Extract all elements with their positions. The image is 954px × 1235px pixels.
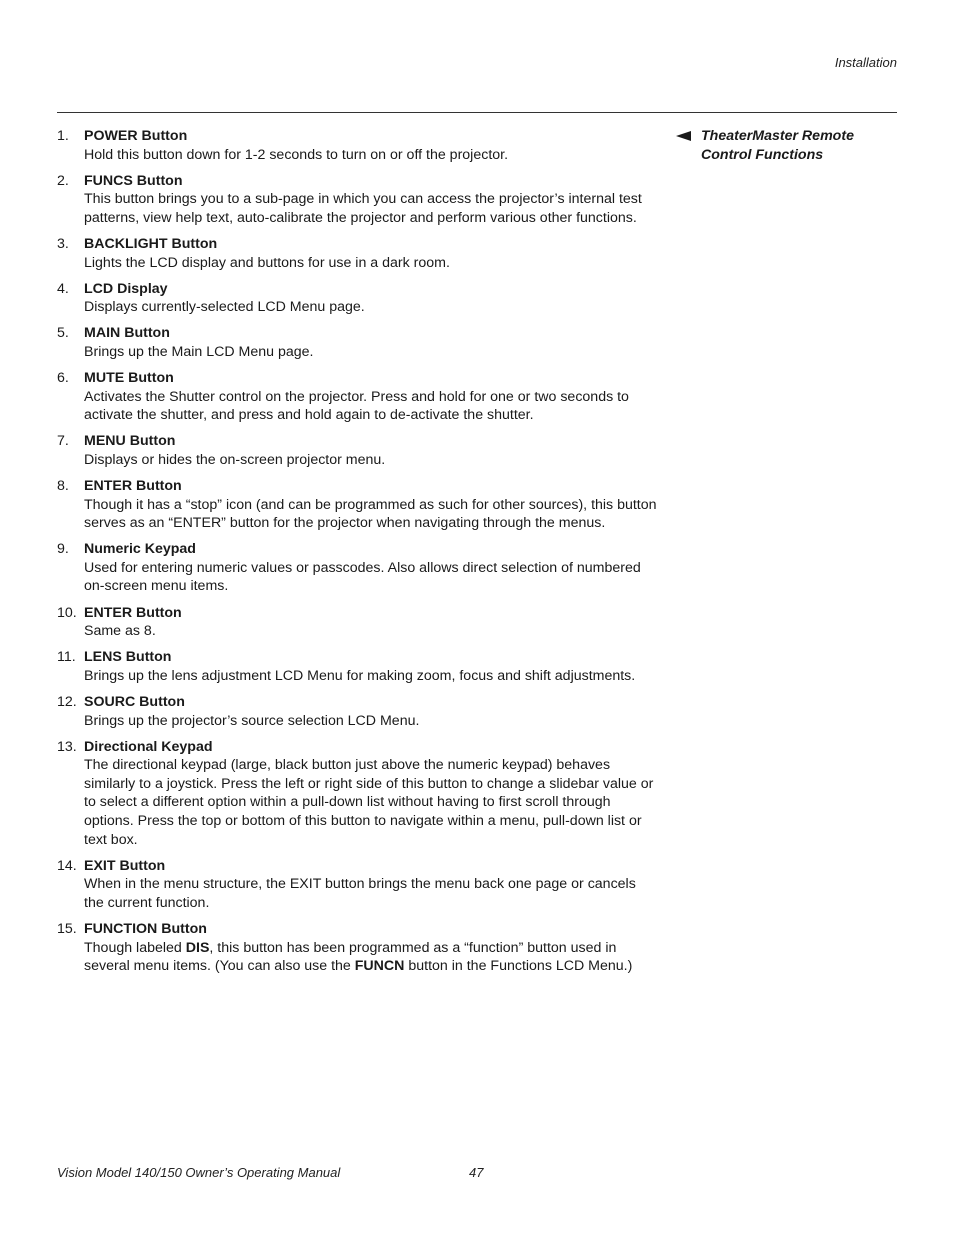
list-item bbox=[57, 738, 657, 850]
sidebar-heading-line1: TheaterMaster Remote bbox=[701, 128, 854, 144]
item-description: Displays or hides the on-screen projector menu. bbox=[84, 451, 386, 468]
desc-bold-funcn: FUNCN bbox=[354, 958, 405, 975]
desc-bold-dis: DIS bbox=[185, 939, 210, 956]
item-number: 14. bbox=[57, 857, 77, 874]
item-description: Lights the LCD display and buttons for use in a dark room. bbox=[84, 254, 450, 271]
item-description: Displays currently-selected LCD Menu page. bbox=[84, 299, 365, 316]
footer-manual-title: Vision Model 140/150 Owner’s Operating Manual bbox=[57, 1165, 341, 1180]
item-description: The directional keypad (large, black button just above the numeric keypad) behaves similarly to a joystick. Press the left or right side of this button to change a slidebar value or to select a different option within a pull-down list without having to first scroll through options. Press the top or bottom of this button to navigate within a menu, pull-down list or text box. bbox=[84, 757, 654, 848]
item-title: ENTER Button bbox=[84, 478, 182, 494]
item-title: Directional Keypad bbox=[84, 738, 213, 755]
item-title: MUTE Button bbox=[84, 370, 174, 387]
item-title: ENTER Button bbox=[84, 604, 182, 621]
item-number: 8. bbox=[57, 478, 69, 494]
list-item bbox=[57, 648, 657, 685]
item-title: FUNCS Button bbox=[84, 172, 183, 189]
item-description: Brings up the Main LCD Menu page. bbox=[84, 343, 314, 360]
left-arrow-icon bbox=[676, 131, 691, 141]
list-item bbox=[57, 477, 657, 533]
desc-text: , this button has been programmed as a “function” button used in several menu items. (You can also use the bbox=[84, 939, 617, 975]
item-description: Brings up the projector’s source selection LCD Menu. bbox=[84, 712, 420, 729]
item-description: This button brings you to a sub-page in which you can access the projector’s internal test patterns, view help text, auto-calibrate the projector and perform various other functions. bbox=[84, 191, 642, 226]
item-title: Numeric Keypad bbox=[84, 541, 196, 558]
running-header-section: Installation bbox=[834, 55, 897, 70]
list-item bbox=[57, 920, 657, 976]
item-number: 5. bbox=[57, 325, 69, 342]
item-description: Used for entering numeric values or passcodes. Also allows direct selection of numbered on-screen menu items. bbox=[84, 559, 641, 595]
item-number: 12. bbox=[57, 693, 77, 710]
item-title: LENS Button bbox=[84, 649, 172, 666]
item-number: 3. bbox=[57, 235, 69, 252]
item-number: 9. bbox=[57, 541, 69, 558]
item-description: Brings up the lens adjustment LCD Menu for making zoom, focus and shift adjustments. bbox=[84, 667, 636, 684]
item-number: 15. bbox=[57, 920, 77, 937]
item-number: 2. bbox=[57, 172, 69, 189]
item-title: BACKLIGHT Button bbox=[84, 235, 218, 252]
list-item bbox=[57, 369, 657, 425]
item-title: MENU Button bbox=[84, 433, 176, 450]
item-number: 1. bbox=[57, 128, 69, 144]
list-item bbox=[57, 604, 657, 641]
list-item bbox=[57, 280, 657, 317]
desc-text: button in the Functions LCD Menu.) bbox=[404, 958, 633, 975]
item-description bbox=[84, 939, 657, 976]
item-number: 6. bbox=[57, 370, 69, 387]
item-description: Activates the Shutter control on the projector. Press and hold for one or two seconds to activate the shutter, and press and hold again to de-activate the shutter. bbox=[84, 388, 629, 424]
list-item bbox=[57, 432, 657, 469]
list-item bbox=[57, 172, 657, 228]
item-title: EXIT Button bbox=[84, 857, 166, 874]
item-title: POWER Button bbox=[84, 128, 188, 144]
item-description: Hold this button down for 1-2 seconds to turn on or off the projector. bbox=[84, 146, 509, 163]
list-item bbox=[57, 540, 657, 596]
list-item bbox=[57, 127, 657, 164]
header-rule bbox=[57, 112, 897, 113]
page-number: 47 bbox=[469, 1165, 484, 1180]
list-item bbox=[57, 324, 657, 361]
item-title: LCD Display bbox=[84, 280, 168, 297]
item-title: MAIN Button bbox=[84, 325, 170, 342]
item-number: 11. bbox=[57, 649, 76, 666]
item-number: 10. bbox=[57, 604, 77, 621]
sidebar-heading-line2: Control Functions bbox=[701, 146, 824, 163]
item-description: Same as 8. bbox=[84, 623, 156, 640]
list-item bbox=[57, 693, 657, 730]
button-function-list bbox=[57, 127, 657, 983]
item-title: SOURC Button bbox=[84, 693, 185, 710]
item-number: 4. bbox=[57, 280, 69, 297]
list-item bbox=[57, 235, 657, 272]
item-description: Though it has a “stop” icon (and can be programmed as such for other sources), this button serves as an “ENTER” button for the projector when navigating through the menus. bbox=[84, 496, 657, 532]
item-description: When in the menu structure, the EXIT button brings the menu back one page or cancels the current function. bbox=[84, 876, 636, 911]
item-title: FUNCTION Button bbox=[84, 920, 207, 937]
item-number: 13. bbox=[57, 738, 77, 755]
list-item bbox=[57, 857, 657, 913]
item-number: 7. bbox=[57, 433, 69, 450]
desc-text: Though labeled bbox=[84, 939, 186, 956]
sidebar-heading bbox=[676, 127, 876, 164]
